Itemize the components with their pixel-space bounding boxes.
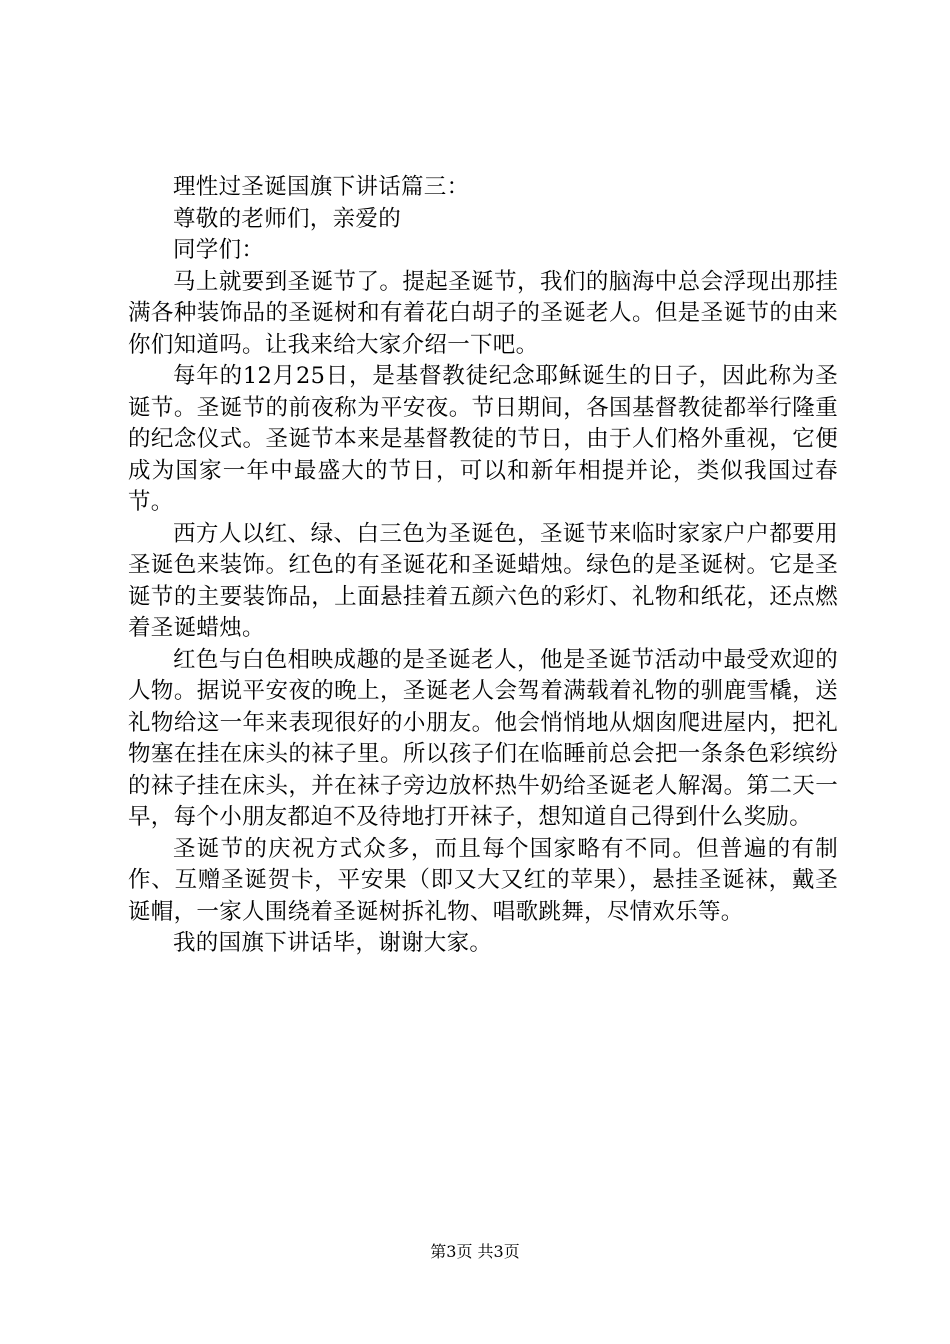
salutation-line-1: 尊敬的老师们，亲爱的 (173, 205, 402, 232)
paragraph-closing: 我的国旗下讲话毕，谢谢大家。 (173, 930, 493, 956)
document-body (128, 172, 838, 960)
document-heading: 理性过圣诞国旗下讲话篇三： (173, 174, 470, 200)
paragraph-intro: 马上就要到圣诞节了。提起圣诞节，我们的脑海中总会浮现出那挂满各种装饰品的圣诞树和有着花白胡子的圣诞老人。但是圣诞节的由来你们知道吗。让我来给大家介绍一下吧。 (128, 268, 838, 358)
salutation-line-2: 同学们： (173, 237, 265, 263)
page-footer (0, 1242, 950, 1262)
paragraph-celebration: 圣诞节的庆祝方式众多，而且每个国家略有不同。但普遍的有制作、互赠圣诞贺卡，平安果（即又大又红的苹果），悬挂圣诞袜，戴圣诞帽，一家人围绕着圣诞树拆礼物、唱歌跳舞，尽情欢乐等。 (128, 835, 838, 925)
page-number: 第3页 共3页 (430, 1242, 520, 1261)
paragraph-origin: 每年的12月25日，是基督教徒纪念耶稣诞生的日子，因此称为圣诞节。圣诞节的前夜称为平安夜。节日期间，各国基督教徒都举行隆重的纪念仪式。圣诞节本来是基督教徒的节日，由于人们格外重视，它便成为国家一年中最盛大的节日，可以和新年相提并论，类似我国过春节。 (128, 363, 838, 515)
paragraph-colors: 西方人以红、绿、白三色为圣诞色，圣诞节来临时家家户户都要用圣诞色来装饰。红色的有圣诞花和圣诞蜡烛。绿色的是圣诞树。它是圣诞节的主要装饰品，上面悬挂着五颜六色的彩灯、礼物和纸花，还点燃着圣诞蜡烛。 (128, 520, 838, 641)
paragraph-santa: 红色与白色相映成趣的是圣诞老人，他是圣诞节活动中最受欢迎的人物。据说平安夜的晚上，圣诞老人会驾着满载着礼物的驯鹿雪橇，送礼物给这一年来表现很好的小朋友。他会悄悄地从烟囱爬进屋内，把礼物塞在挂在床头的袜子里。所以孩子们在临睡前总会把一条条色彩缤纷的袜子挂在床头，并在袜子旁边放杯热牛奶给圣诞老人解渴。第二天一早，每个小朋友都迫不及待地打开袜子，想知道自己得到什么奖励。 (128, 646, 838, 830)
